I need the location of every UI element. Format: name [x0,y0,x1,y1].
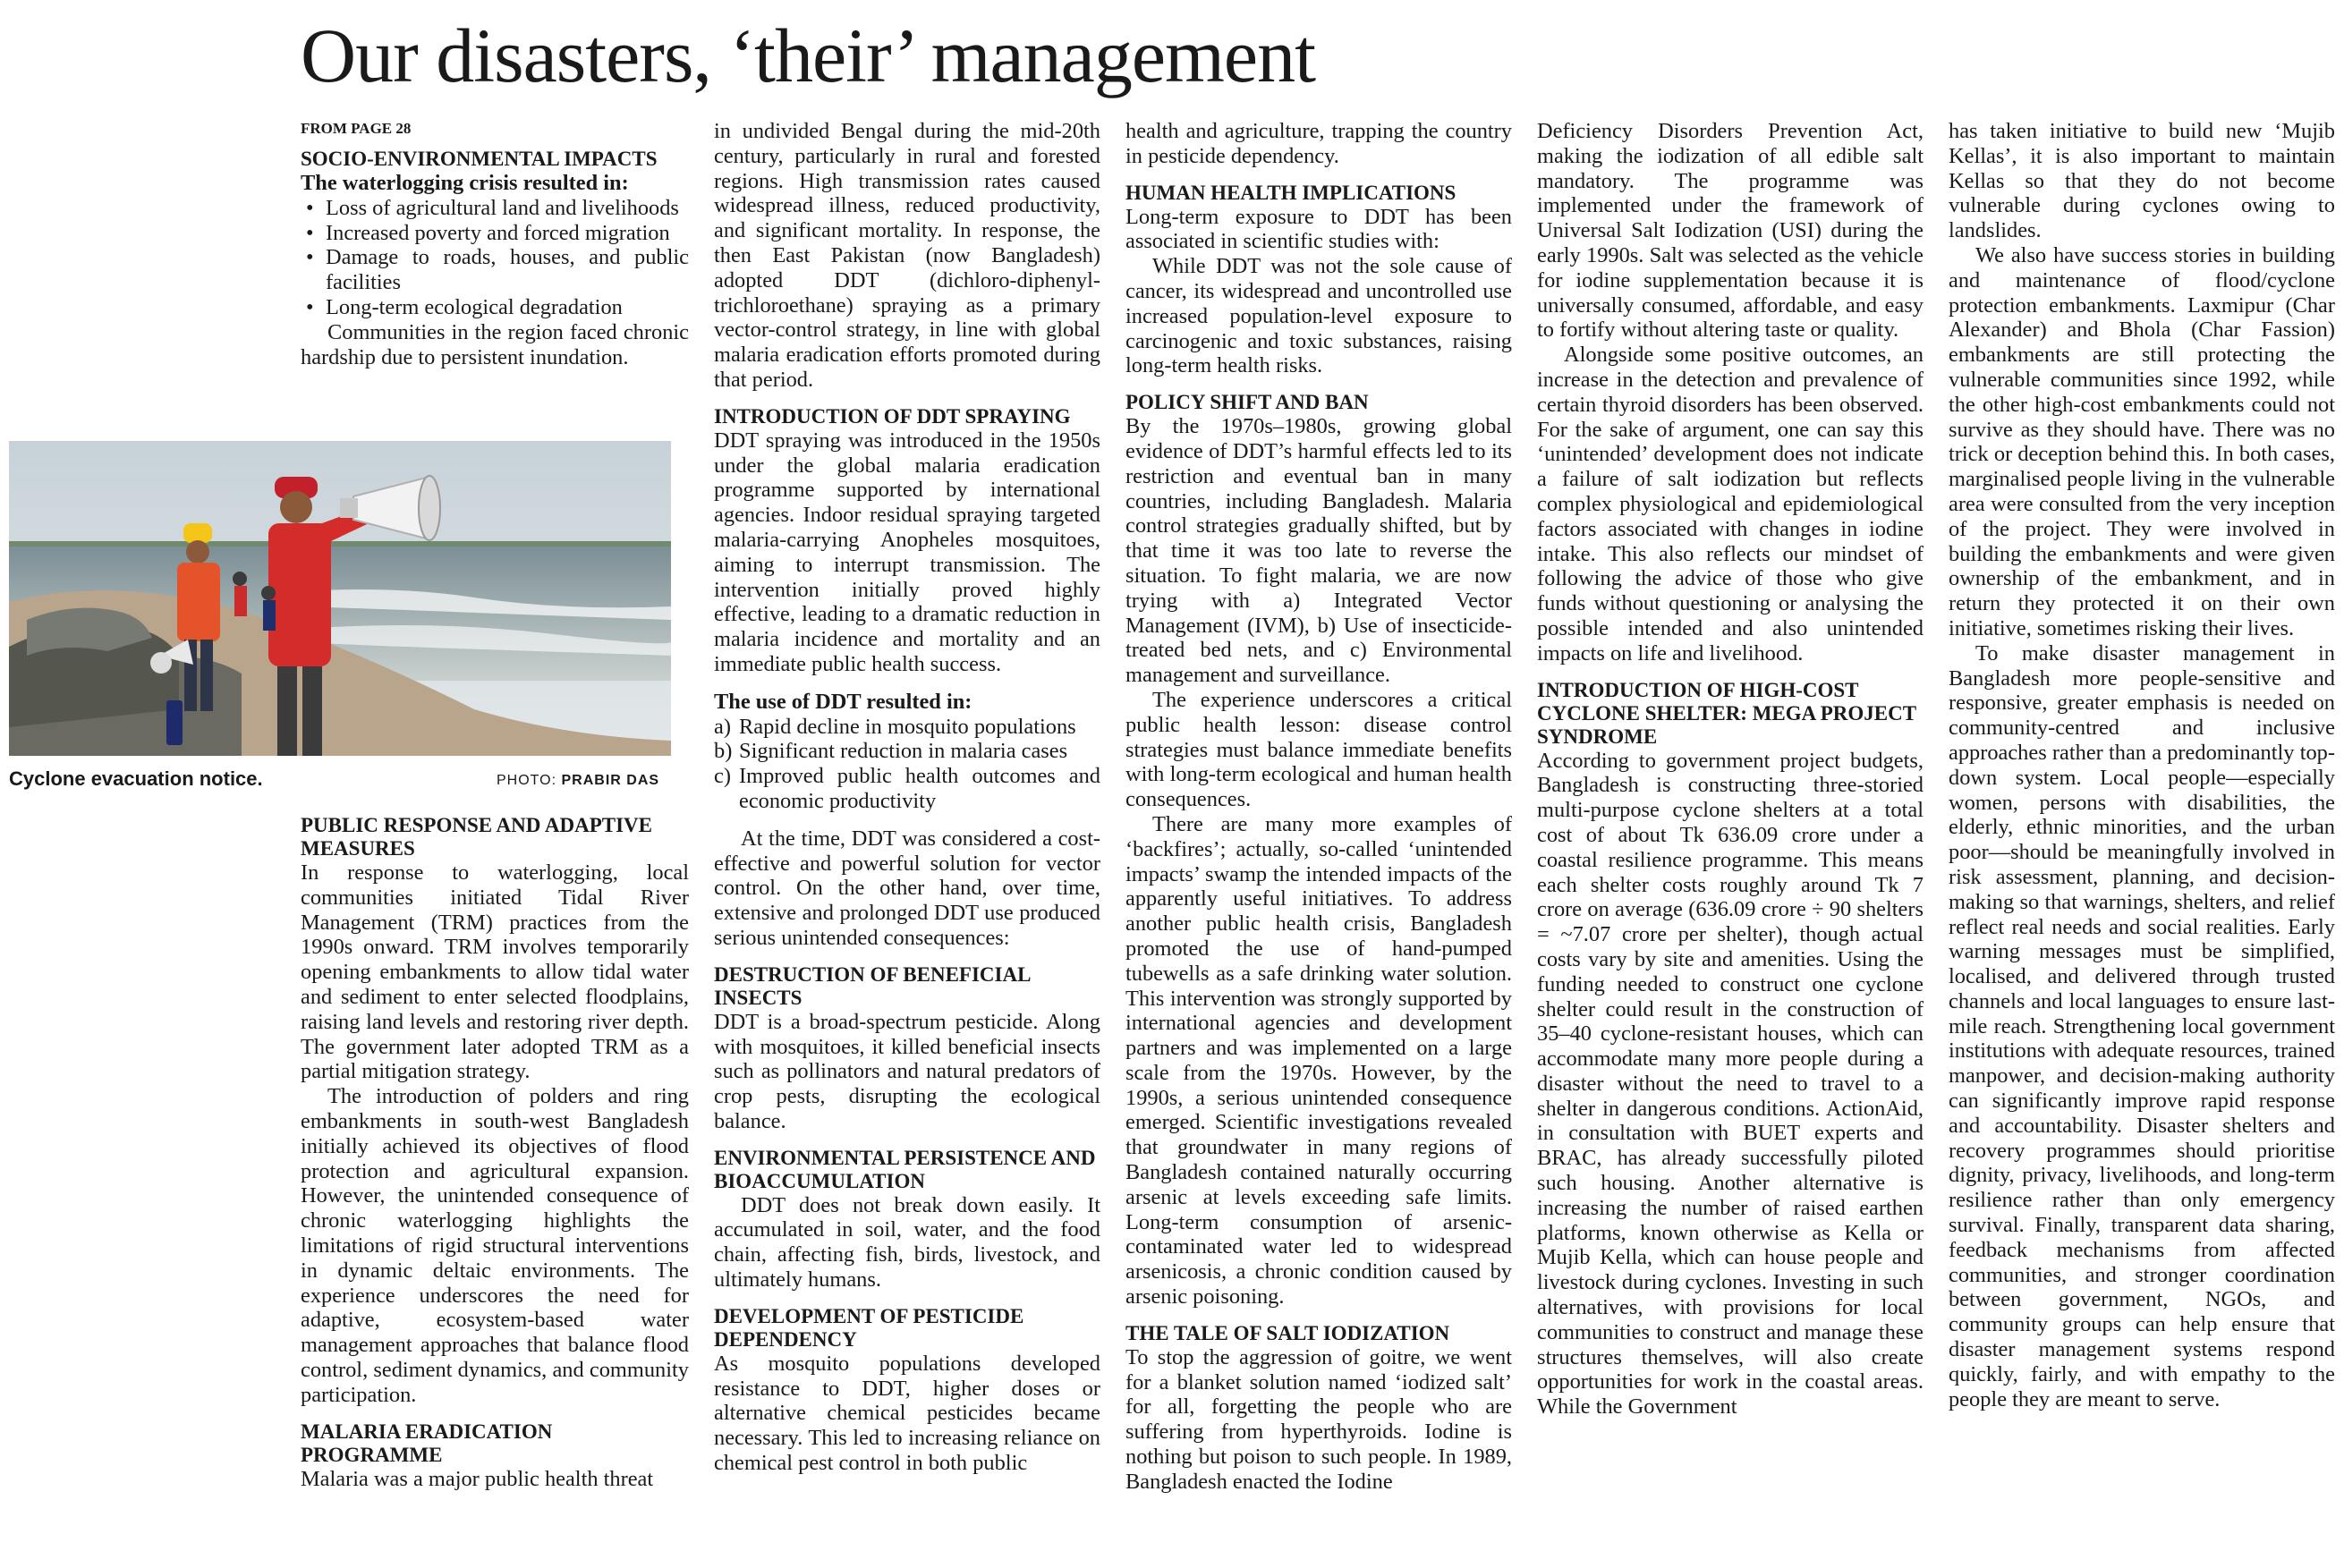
list-item: • Loss of agricultural land and livelihoods [301,196,689,221]
paragraph: DDT spraying was introduced in the 1950s under the global malaria eradication programme supported by international agencies. Indoor residual spraying targeted malaria-carrying Anopheles mosquitoes, aiming to interrupt transmission. The intervention initially proved highly effective, leading to a dramatic reduction in malaria incidence and mortality and an immediate public health success. [714,428,1100,676]
paragraph: has taken initiative to build new ‘Mujib Kellas’, it is also important to maintain Kellas so that they do not become vulnerable during cyclones owing to landslides. [1949,119,2335,243]
paragraph: According to government project budgets, Bangladesh is constructing three-storied multi-purpose cyclone shelters at a total cost of about Tk 636.09 crore under a coastal resilience programme. This means each shelter costs roughly around Tk 7 crore on average (636.09 crore ÷ 90 shelters = ~7.07 crore per shelter), though actual costs vary by site and amenities. Using the funding needed to construct one cyclone shelter could result in the construction of 35–40 cyclone-resistant houses, which can accommodate many more people during a disaster without the need to travel to a shelter in dangerous conditions. ActionAid, in consultation with BUET experts and BRAC, has already successfully piloted such housing. Another alternative is increasing the number of raised earthen platforms, known otherwise as Kella or Mujib Kella, which can house people and livestock during cyclones. Investing in such alternatives, with provisions for local communities to construct and manage these structures themselves, will also create opportunities for work in the coastal areas. While the Government [1537,748,1924,1420]
from-page-label: FROM PAGE 28 [301,120,412,137]
ddt-results-list [714,715,1100,814]
subheading: The waterlogging crisis resulted in: [301,171,629,195]
column-4 [1537,119,1924,1420]
list-item [714,715,1100,740]
list-text: Improved public health outcomes and economic productivity [739,764,1100,813]
paragraph: There are many more examples of ‘backfires’; actually, so-called ‘unintended impacts’ swamp the intended impacts of the apparently useful initiatives. To address another public health crisis, Bangladesh promoted the use of hand-pumped tubewells as a safe drinking water solution. This intervention was strongly supported by international agencies and development partners and was implemented on a large scale from the 1970s. However, by the 1990s, a serious unintended consequence emerged. Scientific investigations revealed that groundwater in many regions of Bangladesh contained naturally occurring arsenic at levels exceeding safe limits. Long-term consumption of arsenic-contaminated water led to widespread arsenicosis, a chronic condition caused by arsenic poisoning. [1125,811,1512,1309]
list-marker: a) [714,714,731,739]
column-1-top [301,119,689,369]
section-heading: PUBLIC RESPONSE AND ADAPTIVE MEASURES [301,814,652,860]
list-item: • Increased poverty and forced migration [301,221,689,246]
list-item [714,739,1100,764]
paragraph: Alongside some positive outcomes, an increase in the detection and prevalence of certain thyroid disorders has been observed. For the sake of argument, one can say this ‘unintended’ development does not indicate a failure of salt iodization but reflects complex physiological and epidemiological factors associated with changes in iodine intake. This also reflects our mindset of following the advice of those who give funds without questioning or analysing the possible intended and also unintended impacts on life and livelihood. [1537,343,1924,665]
section-heading: INTRODUCTION OF DDT SPRAYING [714,404,1071,428]
section-heading: SOCIO-ENVIRONMENTAL IMPACTS [301,148,658,170]
list-marker: c) [714,764,731,789]
section-heading: DESTRUCTION OF BENEFICIAL INSECTS [714,962,1031,1009]
photo-credit [497,773,659,789]
paragraph: While DDT was not the sole cause of cancer, its widespread and uncontrolled use increased population-level exposure to carcinogenic and toxic substances, raising long-term health risks. [1125,254,1512,378]
credit-name: PRABIR DAS [561,773,660,788]
cyclone-evacuation-photo [9,441,671,756]
column-5 [1949,119,2335,1411]
list-text: Rapid decline in mosquito populations [739,714,1076,739]
column-3 [1125,119,1512,1495]
paragraph: At the time, DDT was considered a cost-effective and powerful solution for vector control. On the other hand, over time, extensive and prolonged DDT use produced serious unintended consequences: [714,826,1100,950]
list-marker: b) [714,739,733,764]
list-item: • Damage to roads, houses, and public facilities [301,245,689,295]
subheading: The use of DDT resulted in: [714,689,972,714]
photo-caption: Cyclone evacuation notice. [9,767,263,790]
paragraph: Long-term exposure to DDT has been associated in scientific studies with: [1125,204,1512,254]
paragraph: As mosquito populations developed resistance to DDT, higher doses or alternative chemical pesticides became necessary. This led to increasing reliance on chemical pest control in both public [714,1351,1100,1476]
paragraph: health and agriculture, trapping the country in pesticide dependency. [1125,119,1512,168]
paragraph: The experience underscores a critical public health lesson: disease control strategies must balance immediate benefits with long-term ecological and human health consequences. [1125,687,1512,812]
column-1-bottom [301,814,689,1491]
section-heading: THE TALE OF SALT IODIZATION [1125,1321,1450,1344]
paragraph: Malaria was a major public health threat [301,1466,654,1491]
section-heading: DEVELOPMENT OF PESTICIDE DEPENDENCY [714,1304,1024,1351]
paragraph: By the 1970s–1980s, growing global evidence of DDT’s harmful effects led to its restriction and eventual ban in many countries, including Bangladesh. Malaria control strategies gradually shifted, but by that time it was too late to reverse the situation. To fight malaria, we are now trying with a) Integrated Vector Management (IVM), b) Use of insecticide-treated bed nets, and c) Environmental management and surveillance. [1125,414,1512,688]
paragraph: Communities in the region faced chronic hardship due to persistent inundation. [301,319,689,369]
paragraph: To make disaster management in Bangladesh more people-sensitive and responsive, greater emphasis is needed on community-centred and inclusive approaches rather than a predominantly top-down system. Local people—especially women, persons with disabilities, the elderly, ethnic minorities, and the urban poor—should be meaningfully involved in risk assessment, planning, and decision-making so that warnings, shelters, and relief reflect real needs and social realities. Early warning messages must be simplified, localised, and delivered through trusted channels and local languages to ensure last-mile reach. Strengthening local government institutions with adequate resources, trained manpower, and decision-making authority can significantly improve rapid response and accountability. Disaster shelters and recovery programmes should prioritise dignity, privacy, livelihoods, and long-term resilience rather than only emergency survival. Finally, transparent data sharing, feedback mechanisms from affected communities, and stronger coordination between government, NGOs, and community groups can help ensure that disaster management systems respond quickly, fairly, and with empathy to the people they are meant to serve. [1949,640,2335,1411]
section-heading: INTRODUCTION OF HIGH-COST CYCLONE SHELTER: MEGA PROJECT SYNDROME [1537,678,1916,748]
paragraph: The introduction of polders and ring embankments in south-west Bangladesh initially achieved its objectives of flood protection and agricultural expansion. However, the unintended consequence of chronic waterlogging highlights the limitations of rigid structural interventions in dynamic deltaic environments. The experience underscores the need for adaptive, ecosystem-based water management approaches that balance flood control, sediment dynamics, and community participation. [301,1084,689,1407]
paragraph: Deficiency Disorders Prevention Act, making the iodization of all edible salt mandatory. The programme was implemented under the framework of Universal Salt Iodization (USI) during the early 1990s. Salt was selected as the vehicle for iodine supplementation because it is universally consumed, affordable, and easy to fortify without altering taste or quality. [1537,119,1924,343]
column-2 [714,119,1100,1476]
list-item: • Long-term ecological degradation [301,295,689,320]
section-heading: MALARIA ERADICATION PROGRAMME [301,1420,553,1466]
paragraph: We also have success stories in building and maintenance of flood/cyclone protection embankments. Laxmipur (Char Alexander) and Bhola (Char Fassion) embankments are still protecting the vulnerable communities since 1992, while the other high-cost embankments could not survive as they should have. There was no trick or deception behind this. In both cases, marginalised people living in the vulnerable area were consulted from the very inception of the project. They were involved in building the embankments and were given ownership of the embankment, and in return they protected it on their own initiative, sometimes risking their lives. [1949,242,2335,640]
section-heading: POLICY SHIFT AND BAN [1125,391,1369,414]
impacts-list [301,196,689,320]
headline: Our disasters, ‘their’ management [301,13,1315,98]
paragraph: DDT is a broad-spectrum pesticide. Along with mosquitoes, it killed beneficial insects such as pollinators and natural predators of crop pests, disrupting the ecological balance. [714,1009,1100,1133]
section-heading: HUMAN HEALTH IMPLICATIONS [1125,181,1457,204]
paragraph: DDT does not break down easily. It accumulated in soil, water, and the food chain, affecting fish, birds, livestock, and ultimately humans. [714,1192,1100,1293]
credit-label: PHOTO: [497,773,557,788]
paragraph: To stop the aggression of goitre, we went for a blanket solution named ‘iodized salt’ for all, forgetting the people who are suffering from hyperthyroids. Iodine is nothing but poison to such people. In 1989, Bangladesh enacted the Iodine [1125,1344,1512,1494]
list-item [714,764,1100,814]
list-text: Significant reduction in malaria cases [739,739,1068,764]
paragraph: in undivided Bengal during the mid-20th century, particularly in rural and forested regions. High transmission rates caused widespread illness, reduced productivity, and significant mortality. In response, the then East Pakistan (now Bangladesh) adopted DDT (dichloro-diphenyl-trichloroethane) spraying as a primary vector-control strategy, in line with global malaria eradication efforts promoted during that period. [714,119,1100,392]
paragraph: In response to waterlogging, local communities initiated Tidal River Management (TRM) practices from the 1990s onward. TRM involves temporarily opening embankments to allow tidal water and sediment to enter selected floodplains, raising land levels and restoring river depth. The government later adopted TRM as a partial mitigation strategy. [301,860,689,1084]
section-heading: ENVIRONMENTAL PERSISTENCE AND BIOACCUMULATION [714,1146,1096,1192]
